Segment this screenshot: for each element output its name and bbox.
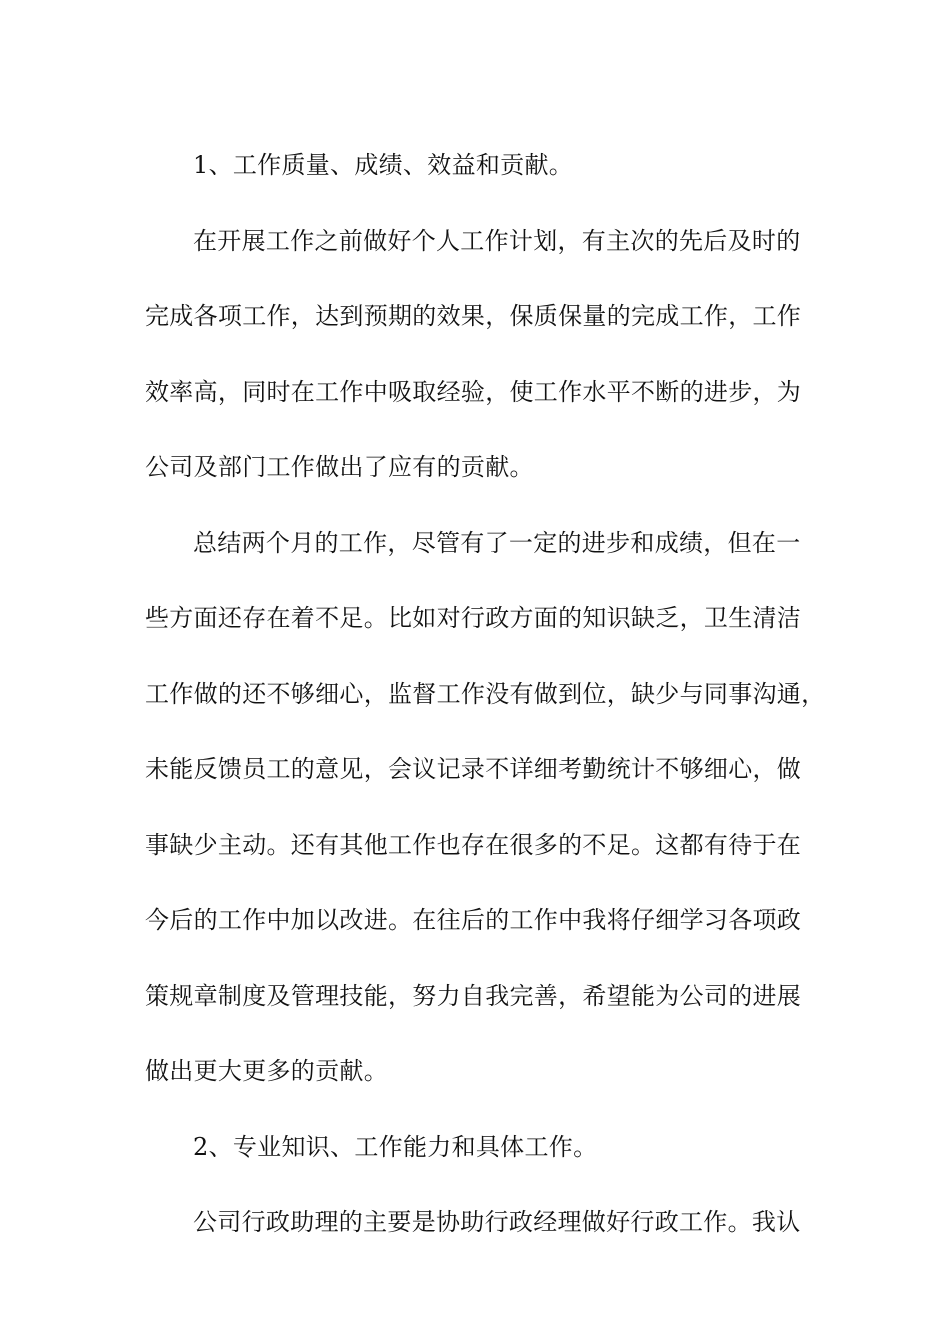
- text-line: 在开展工作之前做好个人工作计划，有主次的先后及时的: [193, 226, 801, 255]
- paragraph-2: [145, 506, 835, 1110]
- text-line: 总结两个月的工作，尽管有了一定的进步和成绩，但在一: [193, 528, 801, 557]
- paragraph-heading-1: [145, 128, 835, 204]
- text-line: 公司及部门工作做出了应有的贡献。: [145, 453, 534, 481]
- document-body: [145, 128, 835, 1261]
- text-line: 2、专业知识、工作能力和具体工作。: [193, 1132, 598, 1161]
- text-line: 1、工作质量、成绩、效益和贡献。: [193, 151, 574, 179]
- text-line: 些方面还存在着不足。比如对行政方面的知识缺乏，卫生清洁: [145, 604, 802, 632]
- text-line: 效率高，同时在工作中吸取经验，使工作水平不断的进步，为: [145, 377, 802, 406]
- text-line: 公司行政助理的主要是协助行政经理做好行政工作。我认: [193, 1208, 801, 1236]
- text-line: 完成各项工作，达到预期的效果，保质保量的完成工作，工作: [145, 302, 802, 330]
- text-line: 未能反馈员工的意见，会议记录不详细考勤统计不够细心，做: [145, 755, 802, 783]
- text-line: 工作做的还不够细心，监督工作没有做到位，缺少与同事沟通，: [145, 679, 826, 708]
- text-line: 做出更大更多的贡献。: [145, 1057, 388, 1085]
- text-line: 今后的工作中加以改进。在往后的工作中我将仔细学习各项政: [145, 906, 802, 934]
- paragraph-3: [145, 1185, 835, 1261]
- text-line: 策规章制度及管理技能，努力自我完善，希望能为公司的进展: [145, 981, 802, 1010]
- text-line: 事缺少主动。还有其他工作也存在很多的不足。这都有待于在: [145, 830, 802, 859]
- paragraph-heading-2: [145, 1110, 835, 1186]
- paragraph-1: [145, 204, 835, 506]
